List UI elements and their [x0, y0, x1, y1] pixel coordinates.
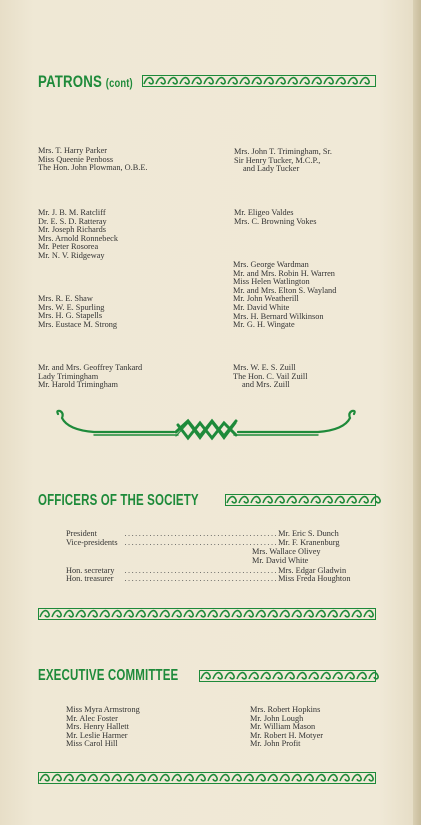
ornamental-rule [199, 670, 376, 682]
ornamental-rule [142, 75, 376, 87]
committee-right: Mrs. Robert Hopkins Mr. John Lough Mr. William Mason Mr. Robert H. Motyer Mr. John Profit [250, 705, 324, 749]
officer-row-treasurer: Hon. treasurer ........................................... Miss Freda Houghton [66, 574, 351, 583]
ornamental-rule [225, 494, 376, 506]
page-edge [413, 0, 421, 825]
ornamental-rule [38, 608, 376, 620]
patrons-group-4-left: Mr. and Mrs. Geoffrey Tankard Lady Trimingham Mr. Harold Trimingham [38, 363, 143, 390]
patrons-group-1-left: Mrs. T. Harry Parker Miss Queenie Penboss The Hon. John Plowman, O.B.E. [38, 146, 148, 173]
ornamental-rule [38, 772, 376, 784]
patrons-group-3-right: Mrs. George Wardman Mr. and Mrs. Robin H. Warren Miss Helen Watlington Mr. and Mrs. Elton S. Wayland Mr. John Weatherill Mr. David White Mrs. H. Bernard Wilkinson Mr. G. H. Wingate [233, 260, 337, 330]
committee-heading: EXECUTIVE COMMITTEE [38, 667, 179, 684]
officer-row-president: President ........................................... Mr. Eric S. Dunch [66, 529, 339, 538]
patrons-group-2-right: Mr. Eligeo Valdes Mrs. C. Browning Vokes [234, 208, 317, 226]
officer-row-vice-presidents: Vice-presidents ........................................... Mr. F. Kranenburg [66, 538, 340, 547]
patrons-group-4-right: Mrs. W. E. S. Zuill The Hon. C. Vail Zuill and Mrs. Zuill [233, 363, 308, 390]
patrons-group-3-left: Mrs. R. E. Shaw Mrs. W. E. Spurling Mrs. H. G. Stapells Mrs. Eustace M. Strong [38, 294, 118, 329]
patrons-heading: PATRONS (cont) [38, 72, 133, 91]
flourish-ornament [54, 408, 358, 444]
officer-row-secretary: Hon. secretary ........................................... Mrs. Edgar Gladwin [66, 566, 347, 575]
officer-vice-presidents-more: Mrs. Wallace Olivey Mr. David White [252, 547, 321, 565]
officers-heading: OFFICERS OF THE SOCIETY [38, 492, 199, 509]
committee-left: Miss Myra Armstrong Mr. Alec Foster Mrs. Henry Hallett Mr. Leslie Harmer Miss Carol Hill [66, 705, 140, 749]
patrons-group-2-left: Mr. J. B. M. Ratcliff Dr. E. S. D. Ratteray Mr. Joseph Richards Mrs. Arnold Ronnebeck Mr. Peter Rosorea Mr. N. V. Ridgeway [38, 208, 118, 260]
patrons-group-1-right: Mrs. John T. Trimingham, Sr. Sir Henry Tucker, M.C.P., and Lady Tucker [234, 147, 332, 174]
